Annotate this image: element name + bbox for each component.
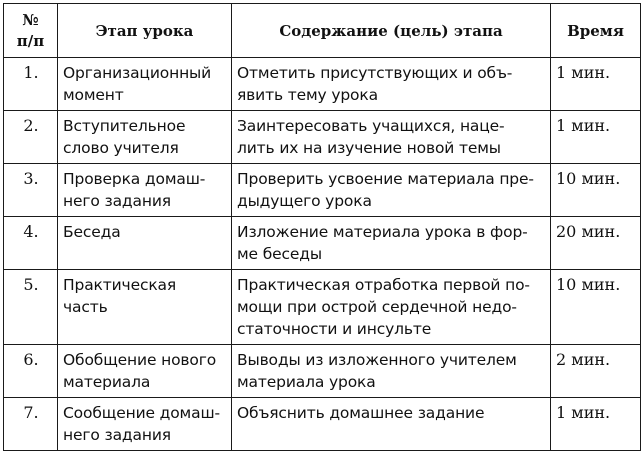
row-time: 10 мин. bbox=[551, 164, 641, 217]
table-row bbox=[4, 58, 641, 111]
row-stage bbox=[58, 270, 232, 345]
row-stage bbox=[58, 164, 232, 217]
stage-line: Вступительное bbox=[63, 117, 186, 135]
header-number bbox=[4, 4, 58, 58]
row-time: 1 мин. bbox=[551, 111, 641, 164]
content-line: Проверить усвоение материала пре- bbox=[237, 170, 534, 188]
content-line: материала урока bbox=[237, 373, 376, 391]
table-row bbox=[4, 164, 641, 217]
row-number: 3. bbox=[4, 164, 58, 217]
stage-line: материала bbox=[63, 373, 151, 391]
row-number: 5. bbox=[4, 270, 58, 345]
stage-line: слово учителя bbox=[63, 139, 179, 157]
stage-line: Проверка домаш- bbox=[63, 170, 206, 188]
row-number: 4. bbox=[4, 217, 58, 270]
content-line: явить тему урока bbox=[237, 86, 378, 104]
row-stage bbox=[58, 58, 232, 111]
row-number: 7. bbox=[4, 398, 58, 451]
header-stage: Этап урока bbox=[58, 4, 232, 58]
row-stage bbox=[58, 345, 232, 398]
content-line: Отметить присутствующих и объ- bbox=[237, 64, 513, 82]
content-line: дыдущего урока bbox=[237, 192, 372, 210]
header-number-symbol: № bbox=[22, 10, 39, 29]
row-stage bbox=[58, 217, 232, 270]
row-content bbox=[232, 398, 551, 451]
content-line: Практическая отработка первой по- bbox=[237, 276, 530, 294]
content-line: Объяснить домашнее задание bbox=[237, 404, 485, 422]
stage-line: него задания bbox=[63, 192, 171, 210]
content-line: ме беседы bbox=[237, 245, 322, 263]
stage-line: часть bbox=[63, 298, 108, 316]
table-row bbox=[4, 345, 641, 398]
table-header bbox=[4, 4, 641, 58]
stage-line: Обобщение нового bbox=[63, 351, 217, 369]
row-number: 1. bbox=[4, 58, 58, 111]
header-content: Содержание (цель) этапа bbox=[232, 4, 551, 58]
row-time: 2 мин. bbox=[551, 345, 641, 398]
row-stage bbox=[58, 111, 232, 164]
stage-line: Практическая bbox=[63, 276, 177, 294]
header-number-abbr: п/п bbox=[16, 31, 45, 50]
stage-line: него задания bbox=[63, 426, 171, 444]
row-content bbox=[232, 58, 551, 111]
table-row bbox=[4, 111, 641, 164]
header-row bbox=[4, 4, 641, 58]
row-time: 1 мин. bbox=[551, 58, 641, 111]
row-content bbox=[232, 217, 551, 270]
table-row bbox=[4, 217, 641, 270]
lesson-plan-table bbox=[3, 3, 641, 451]
content-line: Изложение материала урока в фор- bbox=[237, 223, 528, 241]
row-time: 10 мин. bbox=[551, 270, 641, 345]
content-line: Выводы из изложенного учителем bbox=[237, 351, 517, 369]
row-time: 1 мин. bbox=[551, 398, 641, 451]
content-line: Заинтересовать учащихся, наце- bbox=[237, 117, 505, 135]
row-stage bbox=[58, 398, 232, 451]
row-content bbox=[232, 111, 551, 164]
stage-line: момент bbox=[63, 86, 124, 104]
header-time: Время bbox=[551, 4, 641, 58]
stage-line: Организационный bbox=[63, 64, 212, 82]
table-row bbox=[4, 398, 641, 451]
table-row bbox=[4, 270, 641, 345]
table-body bbox=[4, 58, 641, 451]
stage-line: Сообщение домаш- bbox=[63, 404, 220, 422]
stage-line: Беседа bbox=[63, 223, 121, 241]
row-time: 20 мин. bbox=[551, 217, 641, 270]
content-line: мощи при острой сердечной недо- bbox=[237, 298, 517, 316]
row-number: 6. bbox=[4, 345, 58, 398]
content-line: статочности и инсульте bbox=[237, 320, 432, 338]
row-number: 2. bbox=[4, 111, 58, 164]
row-content bbox=[232, 345, 551, 398]
row-content bbox=[232, 164, 551, 217]
content-line: лить их на изучение новой темы bbox=[237, 139, 501, 157]
row-content bbox=[232, 270, 551, 345]
